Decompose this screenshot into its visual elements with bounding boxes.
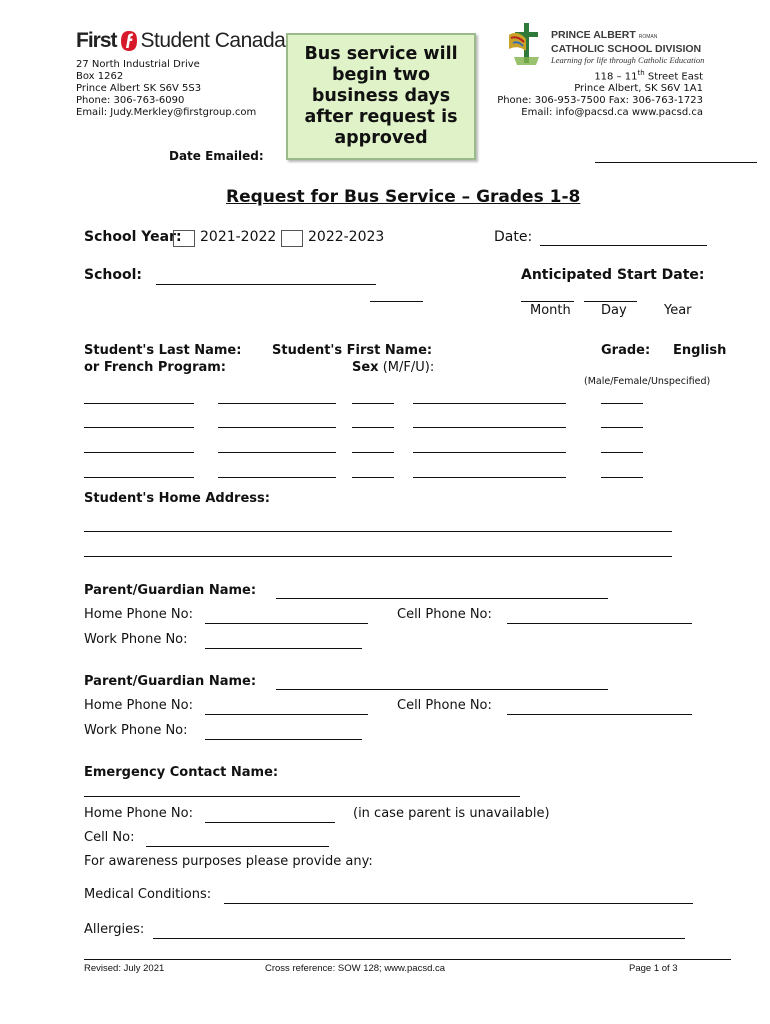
notice-text: Bus service will begin two business days after request is approved (304, 44, 458, 148)
student-first-name-header: Student's First Name: (272, 343, 433, 358)
logo-first-text: First (76, 29, 117, 52)
school-year-row (84, 229, 182, 245)
first-student-logo (76, 28, 285, 54)
fs-address-line: Box 1262 (76, 71, 124, 82)
last-name-field[interactable] (84, 403, 194, 404)
fs-address-line: Phone: 306-763-6090 (76, 95, 185, 106)
program-field[interactable] (601, 403, 643, 404)
sex-field[interactable] (352, 452, 394, 453)
fs-address-line: Email: Judy.Merkley@firstgroup.com (76, 107, 257, 118)
home-address-line-1[interactable] (84, 531, 672, 532)
parent2-cell-phone-field[interactable] (507, 714, 692, 715)
last-name-field[interactable] (84, 452, 194, 453)
page-title: Request for Bus Service – Grades 1-8 (226, 187, 581, 207)
program-field[interactable] (601, 477, 643, 478)
awareness-text: For awareness purposes please provide any: (84, 854, 373, 869)
pacsd-street (497, 67, 703, 83)
first-student-f-icon (120, 30, 138, 52)
parent2-work-phone-label: Work Phone No: (84, 723, 188, 738)
bus-service-notice (286, 33, 476, 160)
pacsd-tagline: Learning for life through Catholic Education (551, 55, 705, 65)
date-label: Date: (494, 229, 533, 245)
pacsd-cross-logo-icon (505, 21, 547, 67)
pacsd-roman: ROMAN (638, 34, 658, 40)
first-name-field[interactable] (218, 477, 336, 478)
sex-field[interactable] (352, 403, 394, 404)
emergency-cell-label: Cell No: (84, 830, 135, 845)
school-year-2021-checkbox[interactable] (173, 230, 195, 247)
parent2-home-phone-label: Home Phone No: (84, 698, 193, 713)
last-name-field[interactable] (84, 427, 194, 428)
sex-label: Sex (352, 360, 379, 375)
emergency-note: (in case parent is unavailable) (353, 806, 550, 821)
emergency-home-phone-label: Home Phone No: (84, 806, 193, 821)
footer-revised: Revised: July 2021 (84, 963, 165, 974)
pacsd-name-line1: PRINCE ALBERT (551, 29, 636, 41)
footer-divider (84, 959, 731, 960)
emergency-cell-field[interactable] (146, 846, 329, 847)
english-header: English (673, 343, 727, 358)
parent1-cell-phone-label: Cell Phone No: (397, 607, 492, 622)
medical-conditions-field[interactable] (224, 903, 693, 904)
grade-header: Grade: (601, 343, 651, 358)
sex-field[interactable] (352, 477, 394, 478)
home-address-label: Student's Home Address: (84, 491, 270, 506)
first-name-field[interactable] (218, 452, 336, 453)
parent2-name-label: Parent/Guardian Name: (84, 674, 257, 689)
school-label: School: (84, 267, 142, 283)
pacsd-phone: Phone: 306-953-7500 Fax: 306-763-1723 (497, 95, 703, 107)
first-name-field[interactable] (218, 403, 336, 404)
school-year-2022-label: 2022-2023 (308, 229, 385, 245)
home-address-line-2[interactable] (84, 556, 672, 557)
parent1-home-phone-label: Home Phone No: (84, 607, 193, 622)
first-student-address (76, 59, 256, 119)
sex-header (352, 360, 434, 375)
first-name-field[interactable] (218, 427, 336, 428)
program-field[interactable] (601, 427, 643, 428)
month-label: Month (530, 303, 571, 318)
emergency-home-phone-field[interactable] (205, 822, 335, 823)
day-label: Day (601, 303, 627, 318)
school-year-label: School Year: (84, 229, 182, 245)
sex-field[interactable] (352, 427, 394, 428)
anticipated-start-label: Anticipated Start Date: (521, 267, 705, 283)
french-program-header: or French Program: (84, 360, 226, 375)
footer-crossref: Cross reference: SOW 128; www.pacsd.ca (265, 963, 446, 974)
medical-conditions-label: Medical Conditions: (84, 887, 212, 902)
allergies-label: Allergies: (84, 922, 145, 937)
last-name-field[interactable] (84, 477, 194, 478)
emergency-contact-label: Emergency Contact Name: (84, 765, 279, 780)
grade-field[interactable] (413, 427, 566, 428)
fs-address-line: Prince Albert SK S6V 5S3 (76, 83, 202, 94)
pacsd-street-sup: th (637, 69, 645, 77)
year-label: Year (664, 303, 692, 318)
pacsd-city: Prince Albert, SK S6V 1A1 (574, 83, 703, 95)
pacsd-address (497, 67, 703, 119)
fs-address-line: 27 North Industrial Drive (76, 59, 200, 70)
footer-page-number: Page 1 of 3 (629, 963, 678, 974)
parent1-name-field[interactable] (276, 598, 608, 599)
school-year-2022-checkbox[interactable] (281, 230, 303, 247)
pacsd-name-block (551, 29, 704, 65)
parent1-home-phone-field[interactable] (205, 623, 368, 624)
student-last-name-header: Student's Last Name: (84, 343, 242, 358)
parent1-cell-phone-field[interactable] (507, 623, 692, 624)
emergency-contact-name-field[interactable] (84, 796, 520, 797)
sex-codes: (M/F/U): (382, 360, 435, 375)
program-field[interactable] (601, 452, 643, 453)
allergies-field[interactable] (153, 938, 685, 939)
sex-key: (Male/Female/Unspecified) (584, 376, 711, 387)
date-emailed-label: Date Emailed: (169, 149, 264, 163)
parent2-home-phone-field[interactable] (205, 714, 368, 715)
pacsd-street-num: 118 – 11 (594, 71, 638, 83)
parent1-name-label: Parent/Guardian Name: (84, 583, 257, 598)
school-field[interactable] (156, 284, 376, 285)
parent1-work-phone-label: Work Phone No: (84, 632, 188, 647)
grade-field[interactable] (413, 403, 566, 404)
start-date-extra-line[interactable] (370, 301, 423, 302)
date-emailed-field[interactable] (595, 162, 757, 163)
pacsd-email: Email: info@pacsd.ca www.pacsd.ca (521, 107, 703, 119)
logo-student-canada-text: Student Canada (140, 29, 286, 52)
parent2-cell-phone-label: Cell Phone No: (397, 698, 492, 713)
start-month-field[interactable] (521, 301, 574, 302)
parent2-work-phone-field[interactable] (205, 739, 362, 740)
date-field[interactable] (540, 245, 707, 246)
parent1-work-phone-field[interactable] (205, 648, 362, 649)
school-year-2021-label: 2021-2022 (200, 229, 277, 245)
pacsd-street-rest: Street East (644, 71, 703, 83)
grade-field[interactable] (413, 452, 566, 453)
start-day-field[interactable] (584, 301, 637, 302)
pacsd-name-line2: CATHOLIC SCHOOL DIVISION (551, 43, 702, 55)
parent2-name-field[interactable] (276, 689, 608, 690)
grade-field[interactable] (413, 477, 566, 478)
